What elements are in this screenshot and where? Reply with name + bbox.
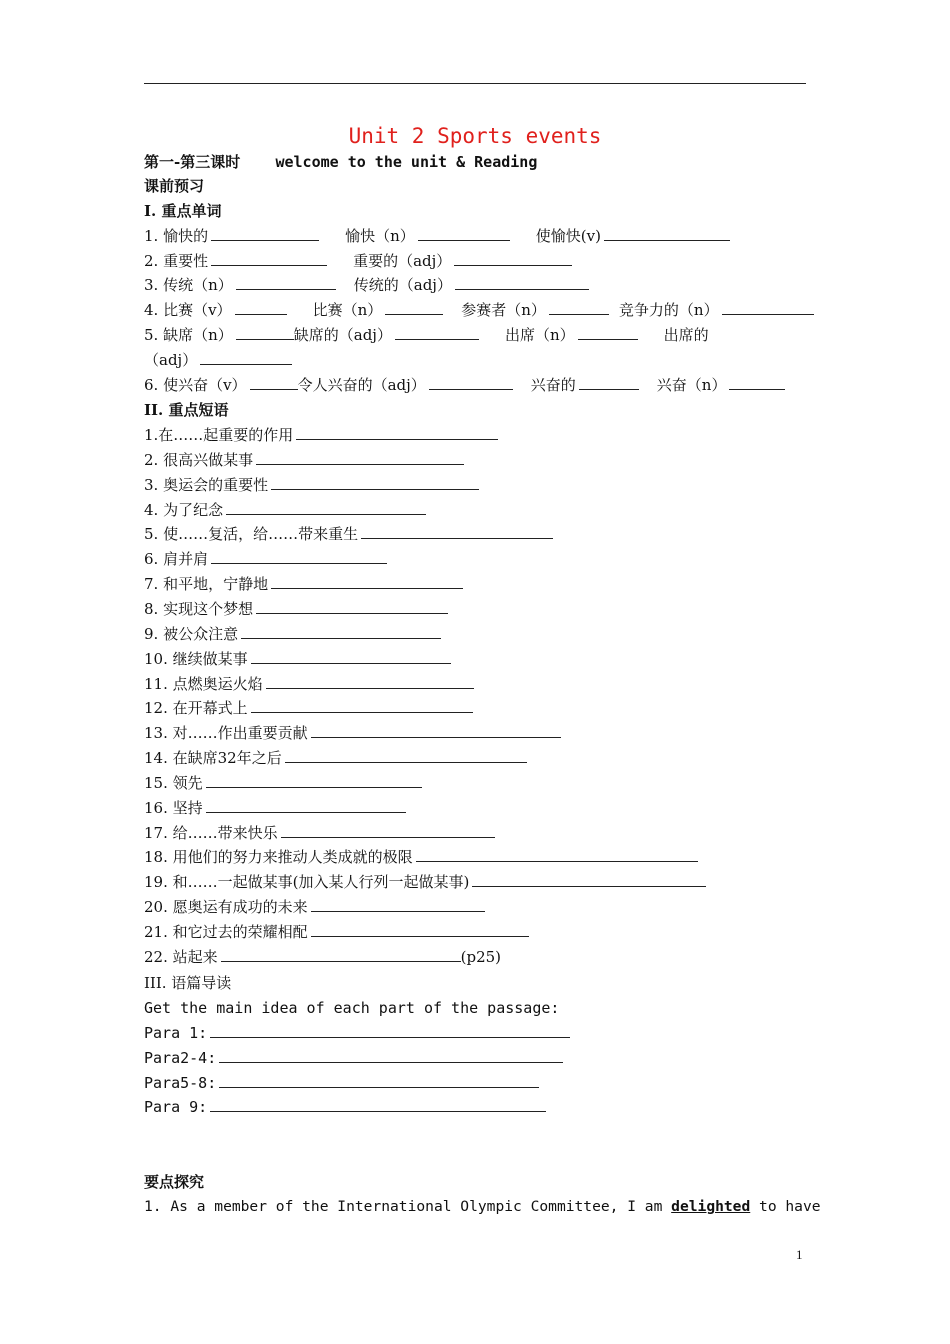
lesson-line bbox=[144, 151, 537, 173]
phrase-prompt: 11. 点燃奥运火焰 bbox=[144, 674, 263, 693]
vocab-row bbox=[144, 374, 785, 396]
phrase-prompt: 4. 为了纪念 bbox=[144, 500, 224, 519]
vocab-prompt: 1. 愉快的 bbox=[144, 227, 209, 245]
vocab-prompt: 出席的 bbox=[663, 326, 709, 344]
answer-blank[interactable] bbox=[266, 673, 474, 689]
section3-intro: Get the main idea of each part of the passage: bbox=[144, 999, 560, 1017]
answer-blank[interactable] bbox=[361, 523, 553, 539]
vocab-item bbox=[294, 324, 479, 346]
answer-blank[interactable] bbox=[549, 299, 609, 315]
vocab-item bbox=[657, 374, 786, 396]
phrase-item bbox=[144, 673, 474, 695]
section3-heading: III. 语篇导读 bbox=[144, 974, 232, 992]
answer-blank[interactable] bbox=[210, 1096, 546, 1112]
phrase-prompt: 8. 实现这个梦想 bbox=[144, 599, 254, 618]
vocab-row bbox=[144, 274, 589, 296]
keyword-delighted: delighted bbox=[671, 1198, 751, 1215]
phrase-item bbox=[144, 921, 529, 943]
phrase-item bbox=[144, 449, 464, 471]
phrase-item bbox=[144, 523, 553, 545]
answer-blank[interactable] bbox=[472, 871, 706, 887]
answer-blank[interactable] bbox=[256, 449, 464, 465]
vocab-prompt: 5. 缺席（n） bbox=[144, 326, 233, 344]
phrase-prompt: 1.在……起重要的作用 bbox=[144, 426, 294, 444]
phrase-item bbox=[144, 623, 441, 645]
para-label: Para 9: bbox=[144, 1098, 208, 1117]
section2-heading: II. 重点短语 bbox=[144, 401, 229, 419]
answer-blank[interactable] bbox=[271, 573, 463, 589]
vocab-row bbox=[144, 225, 730, 247]
phrase-item bbox=[144, 846, 698, 868]
phrase-item bbox=[144, 822, 495, 844]
answer-blank[interactable] bbox=[236, 274, 336, 290]
vocab-prompt: 重要的（adj） bbox=[353, 252, 452, 270]
answer-blank[interactable] bbox=[219, 1072, 539, 1088]
phrase-item bbox=[144, 946, 501, 968]
phrase-prompt: 3. 奥运会的重要性 bbox=[144, 475, 269, 494]
answer-blank[interactable] bbox=[455, 274, 589, 290]
sentence-1-after: to have bbox=[750, 1198, 821, 1215]
answer-blank[interactable] bbox=[578, 324, 638, 340]
answer-blank[interactable] bbox=[285, 747, 527, 763]
sentence-1-before: 1. As a member of the International Olympic Committee, I am bbox=[144, 1198, 672, 1215]
page-ref: (p25) bbox=[460, 947, 502, 966]
phrase-item bbox=[144, 424, 498, 446]
vocab-item bbox=[505, 324, 638, 346]
vocab-prompt: 传统的（adj） bbox=[353, 276, 452, 294]
vocab-item bbox=[144, 349, 292, 371]
phrase-item bbox=[144, 548, 387, 570]
answer-blank[interactable] bbox=[579, 374, 639, 390]
phrase-prompt: 20. 愿奥运有成功的未来 bbox=[144, 898, 308, 917]
phrase-prompt: 13. 对……作出重要贡献 bbox=[144, 724, 308, 743]
phrase-item bbox=[144, 871, 706, 893]
vocab-item bbox=[144, 299, 287, 321]
phrase-item bbox=[144, 896, 485, 918]
vocab-item bbox=[354, 274, 589, 296]
answer-blank[interactable] bbox=[219, 1047, 563, 1063]
vocab-prompt: 3. 传统（n） bbox=[144, 276, 233, 294]
phrase-prompt: 22. 站起来 bbox=[144, 947, 218, 966]
phrase-item bbox=[144, 598, 448, 620]
answer-blank[interactable] bbox=[395, 324, 479, 340]
answer-blank[interactable] bbox=[241, 623, 441, 639]
phrase-prompt: 17. 给……带来快乐 bbox=[144, 823, 278, 842]
phrase-prompt: 6. 肩并肩 bbox=[144, 550, 209, 569]
vocab-item bbox=[298, 374, 513, 396]
answer-blank[interactable] bbox=[271, 474, 479, 490]
vocab-item bbox=[664, 324, 709, 346]
vocab-prompt: （adj） bbox=[144, 351, 198, 369]
vocab-item bbox=[144, 374, 298, 396]
vocab-item bbox=[536, 225, 730, 247]
answer-blank[interactable] bbox=[311, 921, 529, 937]
phrase-prompt: 5. 使……复活，给……带来重生 bbox=[144, 525, 359, 544]
vocab-prompt: 比赛（n） bbox=[312, 301, 383, 319]
para-item bbox=[144, 1047, 563, 1069]
answer-blank[interactable] bbox=[250, 374, 298, 390]
answer-blank[interactable] bbox=[211, 225, 319, 241]
answer-blank[interactable] bbox=[296, 424, 498, 440]
para-item bbox=[144, 1072, 539, 1094]
answer-blank[interactable] bbox=[235, 299, 287, 315]
vocab-row bbox=[144, 349, 292, 371]
vocab-prompt: 竞争力的（n） bbox=[618, 301, 719, 319]
phrase-prompt: 19. 和……一起做某事(加入某人行列一起做某事) bbox=[144, 873, 470, 892]
phrase-prompt: 14. 在缺席32年之后 bbox=[144, 749, 282, 768]
answer-blank[interactable] bbox=[418, 225, 510, 241]
explore-heading: 要点探究 bbox=[144, 1173, 205, 1191]
answer-blank[interactable] bbox=[251, 697, 473, 713]
vocab-row bbox=[144, 250, 572, 272]
vocab-prompt: 出席（n） bbox=[504, 326, 575, 344]
vocab-item bbox=[353, 250, 572, 272]
phrase-prompt: 21. 和它过去的荣耀相配 bbox=[144, 923, 308, 941]
vocab-row bbox=[144, 324, 709, 346]
answer-blank[interactable] bbox=[236, 324, 294, 340]
answer-blank[interactable] bbox=[251, 648, 451, 664]
vocab-prompt: 兴奋（n） bbox=[656, 376, 727, 394]
answer-blank[interactable] bbox=[281, 822, 495, 838]
answer-blank[interactable] bbox=[604, 225, 730, 241]
vocab-prompt: 愉快（n） bbox=[345, 227, 415, 245]
header-rule bbox=[144, 83, 806, 84]
phrase-prompt: 2. 很高兴做某事 bbox=[144, 450, 254, 469]
vocab-prompt: 缺席的（adj） bbox=[293, 326, 392, 344]
vocab-item bbox=[345, 225, 510, 247]
vocab-row bbox=[144, 299, 814, 321]
answer-blank[interactable] bbox=[311, 896, 485, 912]
answer-blank[interactable] bbox=[206, 772, 422, 788]
para-label: Para5-8: bbox=[144, 1073, 217, 1092]
phrase-item bbox=[144, 697, 473, 719]
answer-blank[interactable] bbox=[454, 250, 572, 266]
vocab-item bbox=[144, 225, 319, 247]
preview-heading: 课前预习 bbox=[144, 177, 205, 195]
answer-blank[interactable] bbox=[226, 499, 426, 515]
vocab-prompt: 令人兴奋的（adj） bbox=[297, 376, 426, 394]
section1-heading: I. 重点单词 bbox=[144, 202, 222, 220]
phrase-item bbox=[144, 797, 406, 819]
para-label: Para 1: bbox=[144, 1024, 208, 1042]
phrase-item bbox=[144, 573, 463, 595]
vocab-prompt: 使愉快(v) bbox=[535, 227, 601, 245]
vocab-prompt: 4. 比赛（v） bbox=[144, 301, 232, 319]
answer-blank[interactable] bbox=[385, 299, 443, 315]
answer-blank[interactable] bbox=[256, 598, 448, 614]
vocab-item bbox=[531, 374, 639, 396]
vocab-prompt: 参赛者（n） bbox=[461, 301, 546, 319]
lesson-label: 第一-第三课时 bbox=[144, 153, 241, 171]
answer-blank[interactable] bbox=[200, 349, 292, 365]
phrase-item bbox=[144, 722, 561, 744]
answer-blank[interactable] bbox=[206, 797, 406, 813]
phrase-prompt: 7. 和平地，宁静地 bbox=[144, 575, 269, 594]
vocab-prompt: 6. 使兴奋（v） bbox=[144, 376, 247, 394]
para-item bbox=[144, 1096, 546, 1118]
lesson-topic: welcome to the unit & Reading bbox=[275, 153, 538, 171]
phrase-item bbox=[144, 474, 479, 496]
vocab-prompt: 2. 重要性 bbox=[144, 252, 209, 270]
answer-blank[interactable] bbox=[416, 846, 698, 862]
para-label: Para2-4: bbox=[144, 1048, 217, 1067]
answer-blank[interactable] bbox=[429, 374, 513, 390]
answer-blank[interactable] bbox=[210, 1022, 570, 1038]
vocab-item bbox=[619, 299, 814, 321]
phrase-item bbox=[144, 648, 451, 670]
sentence-1 bbox=[144, 1196, 821, 1218]
vocab-prompt: 兴奋的 bbox=[530, 376, 576, 394]
phrase-prompt: 16. 坚持 bbox=[144, 798, 203, 817]
phrase-prompt: 10. 继续做某事 bbox=[144, 649, 248, 668]
vocab-item bbox=[144, 250, 327, 272]
phrase-item bbox=[144, 747, 527, 769]
vocab-item bbox=[144, 274, 336, 296]
phrase-item bbox=[144, 772, 422, 794]
phrase-prompt: 12. 在开幕式上 bbox=[144, 699, 248, 718]
answer-blank[interactable] bbox=[729, 374, 785, 390]
vocab-item bbox=[313, 299, 444, 321]
page-title: Unit 2 Sports events bbox=[348, 124, 602, 148]
answer-blank[interactable] bbox=[211, 548, 387, 564]
vocab-item bbox=[461, 299, 609, 321]
answer-blank[interactable] bbox=[221, 946, 461, 962]
phrase-prompt: 18. 用他们的努力来推动人类成就的极限 bbox=[144, 848, 413, 867]
answer-blank[interactable] bbox=[311, 722, 561, 738]
phrase-item bbox=[144, 499, 426, 521]
phrase-prompt: 9. 被公众注意 bbox=[144, 624, 239, 643]
page-number: 1 bbox=[796, 1247, 803, 1262]
answer-blank[interactable] bbox=[211, 250, 327, 266]
phrase-prompt: 15. 领先 bbox=[144, 773, 203, 792]
para-item bbox=[144, 1022, 570, 1044]
vocab-item bbox=[144, 324, 294, 346]
answer-blank[interactable] bbox=[722, 299, 814, 315]
